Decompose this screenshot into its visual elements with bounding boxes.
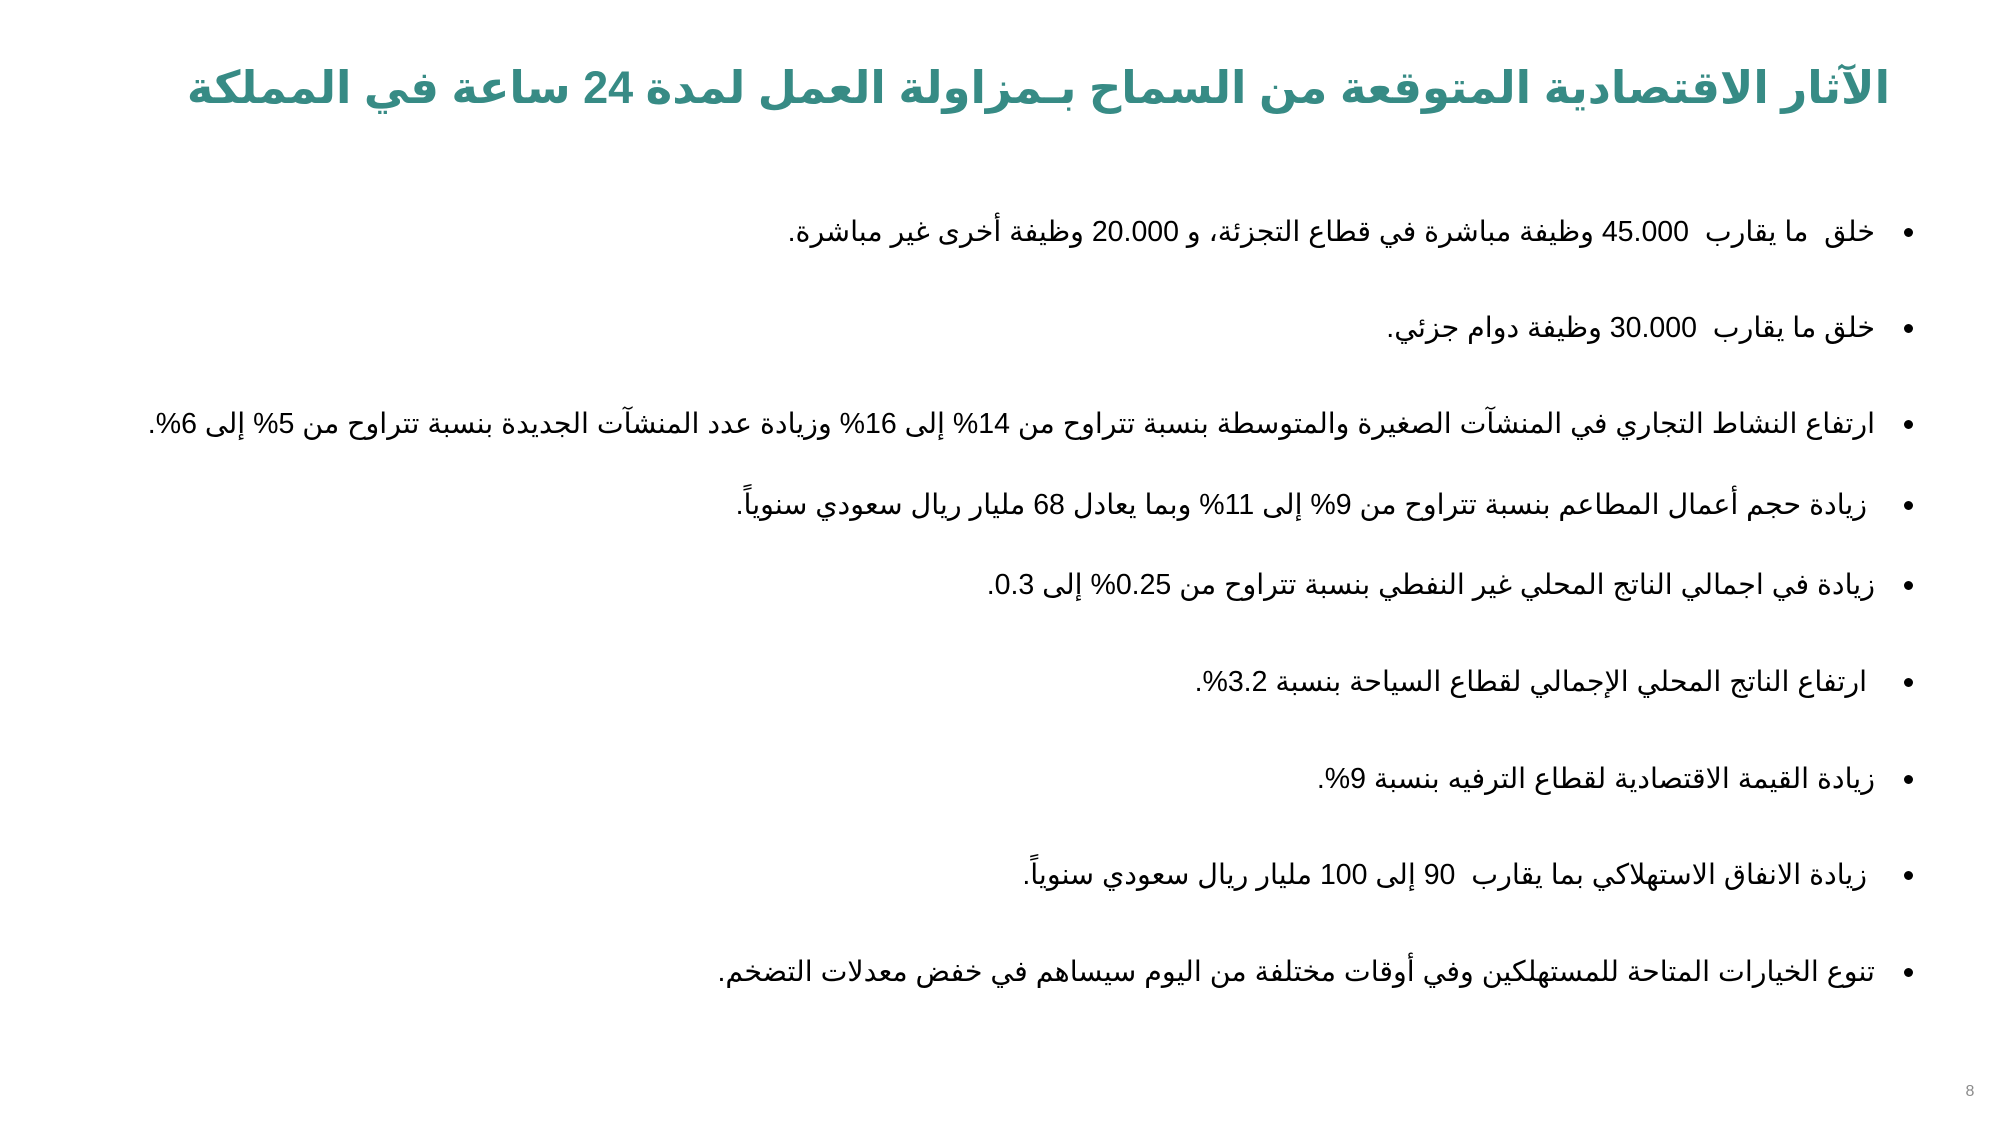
bullet-icon bbox=[1904, 968, 1913, 977]
bullet-icon bbox=[1904, 501, 1913, 510]
bullet-text: زيادة حجم أعمال المطاعم بنسبة تتراوح من 9% إلى 11% وبما يعادل 68 مليار ريال سعودي سنوياً. bbox=[735, 489, 1875, 521]
list-item bbox=[120, 563, 1920, 607]
bullet-text: خلق ما يقارب 30.000 وظيفة دوام جزئي. bbox=[1386, 312, 1875, 344]
list-item bbox=[120, 757, 1920, 801]
bullet-icon bbox=[1904, 420, 1913, 429]
bullet-icon bbox=[1904, 581, 1913, 590]
bullet-icon bbox=[1904, 228, 1913, 237]
bullet-icon bbox=[1904, 871, 1913, 880]
list-item bbox=[120, 660, 1920, 704]
page-number: 8 bbox=[1965, 1083, 1975, 1100]
list-item bbox=[120, 306, 1920, 350]
bullet-icon bbox=[1904, 775, 1913, 784]
bullet-text: زيادة في اجمالي الناتج المحلي غير النفطي بنسبة تتراوح من 0.25% إلى 0.3. bbox=[986, 569, 1875, 601]
bullet-text: ارتفاع الناتج المحلي الإجمالي لقطاع السياحة بنسبة 3.2%. bbox=[1194, 666, 1875, 698]
bullet-text: خلق ما يقارب 45.000 وظيفة مباشرة في قطاع التجزئة، و 20.000 وظيفة أخرى غير مباشرة. bbox=[787, 216, 1875, 248]
list-item bbox=[120, 483, 1920, 527]
bullet-text: تنوع الخيارات المتاحة للمستهلكين وفي أوقات مختلفة من اليوم سيساهم في خفض معدلات التضخم. bbox=[717, 956, 1875, 988]
list-item bbox=[120, 402, 1920, 446]
bullet-icon bbox=[1904, 324, 1913, 333]
bullet-text: زيادة القيمة الاقتصادية لقطاع الترفيه بنسبة 9%. bbox=[1316, 763, 1875, 795]
bullet-text: زيادة الانفاق الاستهلاكي بما يقارب 90 إلى 100 مليار ريال سعودي سنوياً. bbox=[1022, 859, 1875, 891]
list-item bbox=[120, 950, 1920, 994]
bullet-icon bbox=[1904, 678, 1913, 687]
list-item bbox=[120, 853, 1920, 897]
list-item bbox=[120, 210, 1920, 254]
bullet-text: ارتفاع النشاط التجاري في المنشآت الصغيرة والمتوسطة بنسبة تتراوح من 14% إلى 16% وزيادة عدد المنشآت الجديدة بنسبة تتراوح من 5% إلى 6%. bbox=[147, 408, 1875, 440]
slide-title: الآثار الاقتصادية المتوقعة من السماح بـمزاولة العمل لمدة 24 ساعة في المملكة bbox=[186, 62, 1890, 113]
